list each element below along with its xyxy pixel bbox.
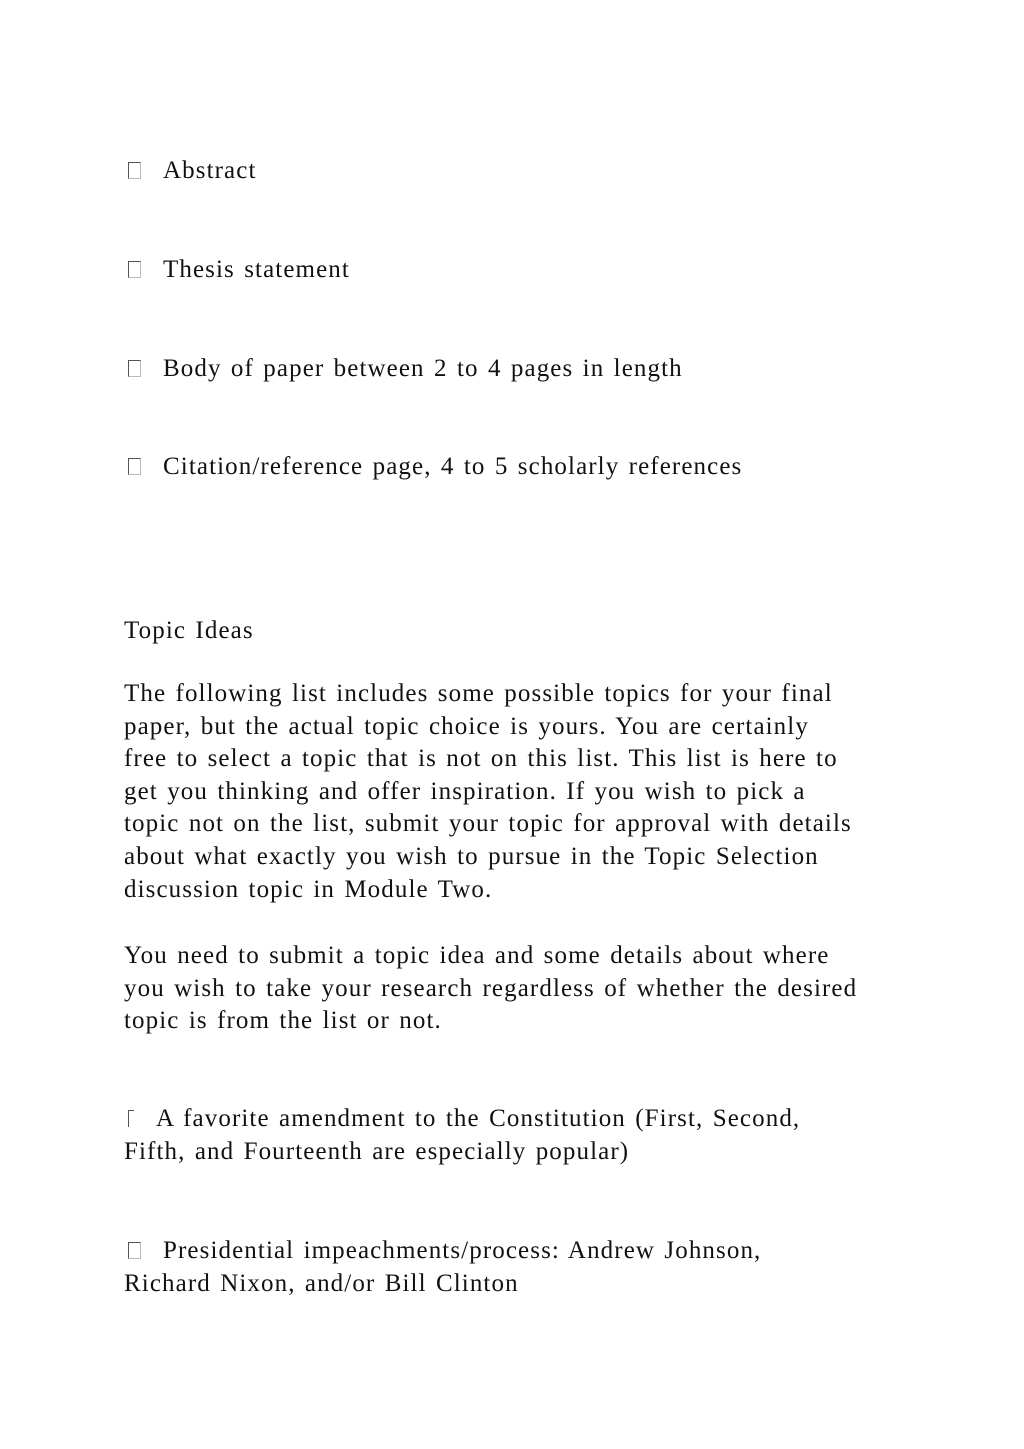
paragraph-line: discussion topic in Module Two.: [124, 875, 493, 903]
paragraph-line: The following list includes some possible topics for your final: [124, 680, 833, 707]
paragraph-line: you wish to take your research regardless of whether the desired: [124, 974, 858, 1002]
checklist-item-label: Abstract: [163, 157, 257, 184]
topic-item-amendment: [124, 1103, 800, 1168]
section-heading: Topic Ideas: [124, 617, 254, 644]
checklist-item-body: [124, 352, 683, 385]
checklist-item-thesis: [124, 253, 350, 286]
topic-line: Richard Nixon, and/or Bill Clinton: [124, 1269, 519, 1297]
checkbox-icon: [128, 1242, 141, 1259]
topic-text: Presidential impeachments/process: Andrew Johnson,: [163, 1237, 762, 1264]
paragraph-line: about what exactly you wish to pursue in the Topic Selection: [124, 842, 819, 870]
paragraph-line: paper, but the actual topic choice is yours. You are certainly: [124, 712, 809, 740]
checklist-item-citation: [124, 450, 742, 483]
topic-line: [124, 1103, 800, 1136]
topic-text: A favorite amendment to the Constitution (First, Second,: [156, 1105, 801, 1132]
submit-paragraph: [124, 940, 857, 1038]
checklist-item-label: Citation/reference page, 4 to 5 scholarly references: [163, 453, 743, 480]
checklist-item-label: Thesis statement: [163, 256, 350, 283]
checkbox-icon: [128, 360, 141, 377]
topic-line: [124, 1235, 761, 1268]
intro-paragraph: [124, 678, 852, 906]
checkbox-icon: [128, 261, 141, 278]
paragraph-line: get you thinking and offer inspiration. If you wish to pick a: [124, 777, 806, 805]
checkbox-icon: [128, 162, 141, 179]
paragraph-line: topic is from the list or not.: [124, 1007, 442, 1035]
paragraph-line: You need to submit a topic idea and some details about where: [124, 942, 830, 969]
checklist-item-label: Body of paper between 2 to 4 pages in length: [163, 355, 683, 382]
topic-item-impeachments: [124, 1235, 761, 1300]
checkbox-icon: [128, 1110, 134, 1127]
paragraph-line: topic not on the list, submit your topic for approval with details: [124, 810, 852, 838]
topic-line: Fifth, and Fourteenth are especially popular): [124, 1137, 630, 1165]
checklist-item-abstract: [124, 154, 257, 187]
checkbox-icon: [128, 458, 141, 475]
paragraph-line: free to select a topic that is not on this list. This list is here to: [124, 745, 838, 773]
